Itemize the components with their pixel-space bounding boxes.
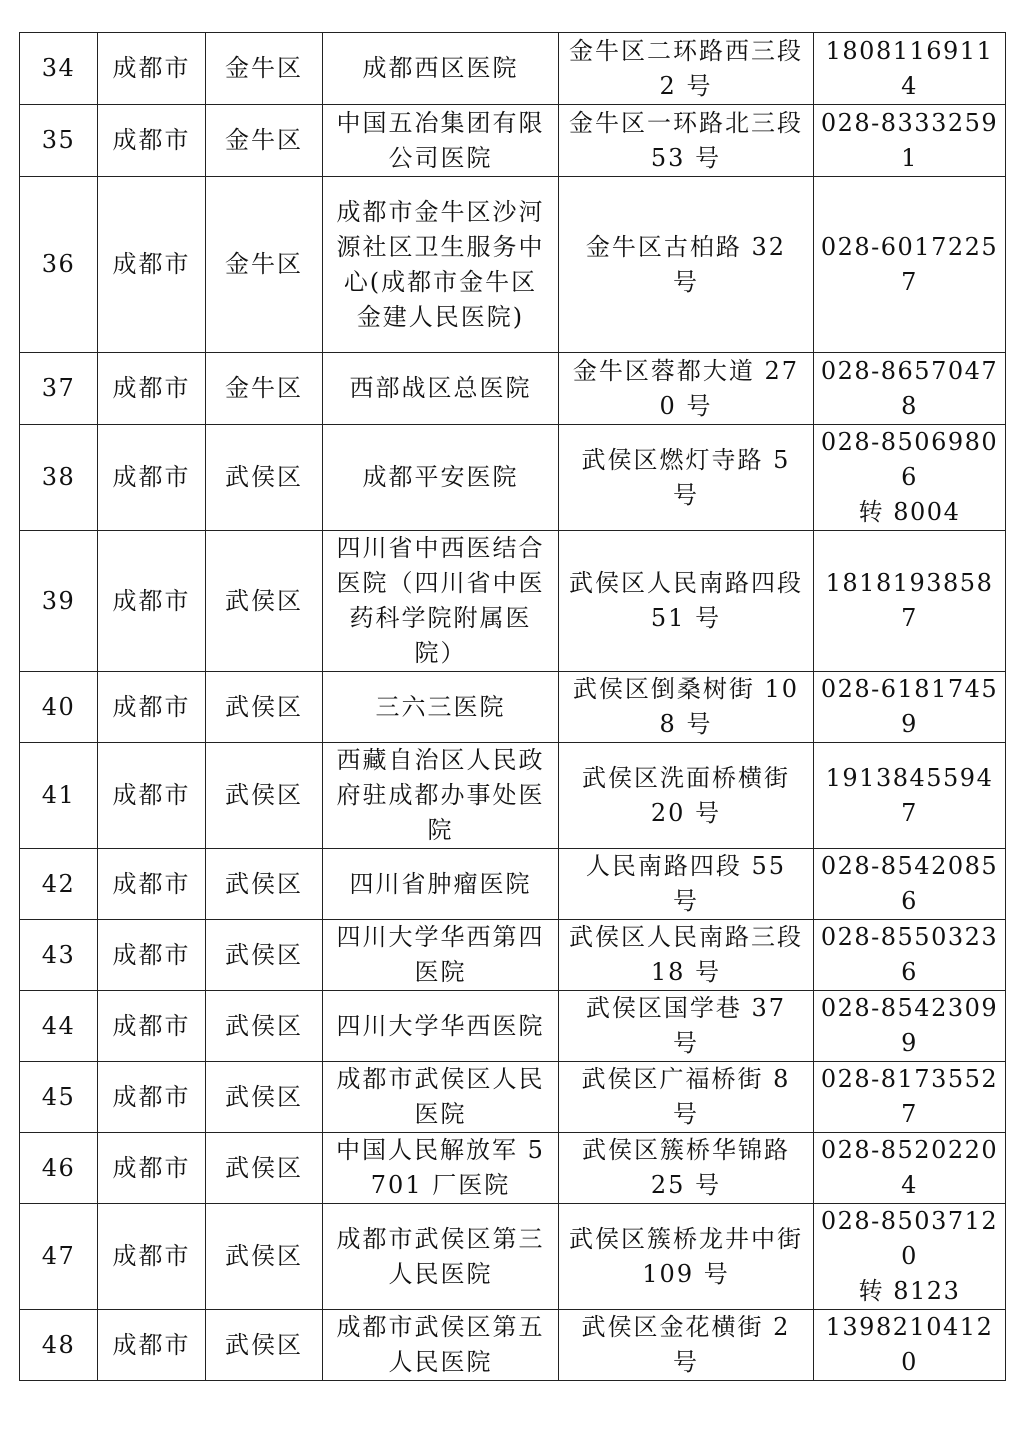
city-cell: 成都市	[98, 531, 206, 672]
city-cell: 成都市	[98, 1133, 206, 1204]
district-cell: 武侯区	[206, 425, 323, 531]
phone-cell: 028-61817459	[814, 672, 1006, 743]
district-cell: 武侯区	[206, 1310, 323, 1381]
city-cell: 成都市	[98, 849, 206, 920]
row-number: 42	[20, 849, 98, 920]
row-number: 40	[20, 672, 98, 743]
district-cell: 武侯区	[206, 991, 323, 1062]
district-cell: 金牛区	[206, 353, 323, 425]
address-cell: 武侯区倒桑树街 108 号	[559, 672, 814, 743]
row-number: 44	[20, 991, 98, 1062]
district-cell: 武侯区	[206, 849, 323, 920]
city-cell: 成都市	[98, 1062, 206, 1133]
row-number: 47	[20, 1204, 98, 1310]
address-cell: 武侯区簇桥华锦路 25 号	[559, 1133, 814, 1204]
phone-cell: 19138455947	[814, 743, 1006, 849]
hospital-name-cell: 成都市武侯区第三人民医院	[323, 1204, 559, 1310]
row-number: 34	[20, 33, 98, 105]
city-cell: 成都市	[98, 920, 206, 991]
address-cell: 武侯区簇桥龙井中街 109 号	[559, 1204, 814, 1310]
phone-cell: 028-85037120 转 8123	[814, 1204, 1006, 1310]
city-cell: 成都市	[98, 105, 206, 177]
hospital-name-cell: 四川省中西医结合医院（四川省中医药科学院附属医院）	[323, 531, 559, 672]
district-cell: 武侯区	[206, 531, 323, 672]
hospital-table-body	[20, 33, 1006, 1381]
phone-cell: 028-85069806 转 8004	[814, 425, 1006, 531]
row-number: 37	[20, 353, 98, 425]
phone-cell: 028-86570478	[814, 353, 1006, 425]
table-row	[20, 33, 1006, 105]
table-row	[20, 425, 1006, 531]
phone-cell: 028-83332591	[814, 105, 1006, 177]
city-cell: 成都市	[98, 743, 206, 849]
hospital-name-cell: 四川省肿瘤医院	[323, 849, 559, 920]
address-cell: 武侯区广福桥街 8 号	[559, 1062, 814, 1133]
city-cell: 成都市	[98, 1204, 206, 1310]
hospital-name-cell: 西部战区总医院	[323, 353, 559, 425]
phone-cell: 028-81735527	[814, 1062, 1006, 1133]
hospital-name-cell: 四川大学华西医院	[323, 991, 559, 1062]
hospital-name-cell: 成都市金牛区沙河源社区卫生服务中心(成都市金牛区金建人民医院)	[323, 177, 559, 353]
row-number: 46	[20, 1133, 98, 1204]
hospital-name-cell: 中国人民解放军 5701 厂医院	[323, 1133, 559, 1204]
table-row	[20, 849, 1006, 920]
city-cell: 成都市	[98, 425, 206, 531]
district-cell: 武侯区	[206, 1062, 323, 1133]
address-cell: 武侯区国学巷 37 号	[559, 991, 814, 1062]
address-cell: 金牛区古柏路 32 号	[559, 177, 814, 353]
hospital-name-cell: 成都市武侯区第五人民医院	[323, 1310, 559, 1381]
phone-cell: 18181938587	[814, 531, 1006, 672]
address-cell: 武侯区洗面桥横街 20 号	[559, 743, 814, 849]
district-cell: 金牛区	[206, 177, 323, 353]
hospital-name-cell: 三六三医院	[323, 672, 559, 743]
district-cell: 武侯区	[206, 672, 323, 743]
district-cell: 金牛区	[206, 33, 323, 105]
city-cell: 成都市	[98, 353, 206, 425]
phone-cell: 028-85202204	[814, 1133, 1006, 1204]
hospital-name-cell: 四川大学华西第四医院	[323, 920, 559, 991]
hospital-name-cell: 成都市武侯区人民医院	[323, 1062, 559, 1133]
table-row	[20, 1133, 1006, 1204]
row-number: 43	[20, 920, 98, 991]
district-cell: 武侯区	[206, 920, 323, 991]
address-cell: 武侯区金花横街 2 号	[559, 1310, 814, 1381]
row-number: 35	[20, 105, 98, 177]
city-cell: 成都市	[98, 177, 206, 353]
table-row	[20, 1310, 1006, 1381]
table-row	[20, 672, 1006, 743]
phone-cell: 028-60172257	[814, 177, 1006, 353]
district-cell: 武侯区	[206, 1133, 323, 1204]
table-row	[20, 105, 1006, 177]
hospital-name-cell: 中国五冶集团有限公司医院	[323, 105, 559, 177]
phone-cell: 028-85503236	[814, 920, 1006, 991]
row-number: 39	[20, 531, 98, 672]
table-row	[20, 991, 1006, 1062]
phone-cell: 18081169114	[814, 33, 1006, 105]
city-cell: 成都市	[98, 1310, 206, 1381]
table-row	[20, 1062, 1006, 1133]
city-cell: 成都市	[98, 672, 206, 743]
district-cell: 武侯区	[206, 1204, 323, 1310]
city-cell: 成都市	[98, 33, 206, 105]
address-cell: 金牛区二环路西三段 2 号	[559, 33, 814, 105]
hospital-name-cell: 成都西区医院	[323, 33, 559, 105]
district-cell: 武侯区	[206, 743, 323, 849]
hospital-name-cell: 西藏自治区人民政府驻成都办事处医院	[323, 743, 559, 849]
table-row	[20, 1204, 1006, 1310]
table-row	[20, 920, 1006, 991]
address-cell: 武侯区燃灯寺路 5 号	[559, 425, 814, 531]
address-cell: 武侯区人民南路四段 51 号	[559, 531, 814, 672]
hospital-name-cell: 成都平安医院	[323, 425, 559, 531]
row-number: 45	[20, 1062, 98, 1133]
table-row	[20, 531, 1006, 672]
row-number: 38	[20, 425, 98, 531]
row-number: 48	[20, 1310, 98, 1381]
city-cell: 成都市	[98, 991, 206, 1062]
address-cell: 金牛区一环路北三段 53 号	[559, 105, 814, 177]
district-cell: 金牛区	[206, 105, 323, 177]
table-row	[20, 177, 1006, 353]
address-cell: 人民南路四段 55 号	[559, 849, 814, 920]
address-cell: 金牛区蓉都大道 270 号	[559, 353, 814, 425]
hospital-table	[19, 32, 1006, 1381]
row-number: 41	[20, 743, 98, 849]
row-number: 36	[20, 177, 98, 353]
phone-cell: 028-85423099	[814, 991, 1006, 1062]
phone-cell: 028-85420856	[814, 849, 1006, 920]
table-row	[20, 353, 1006, 425]
table-row	[20, 743, 1006, 849]
address-cell: 武侯区人民南路三段 18 号	[559, 920, 814, 991]
phone-cell: 13982104120	[814, 1310, 1006, 1381]
